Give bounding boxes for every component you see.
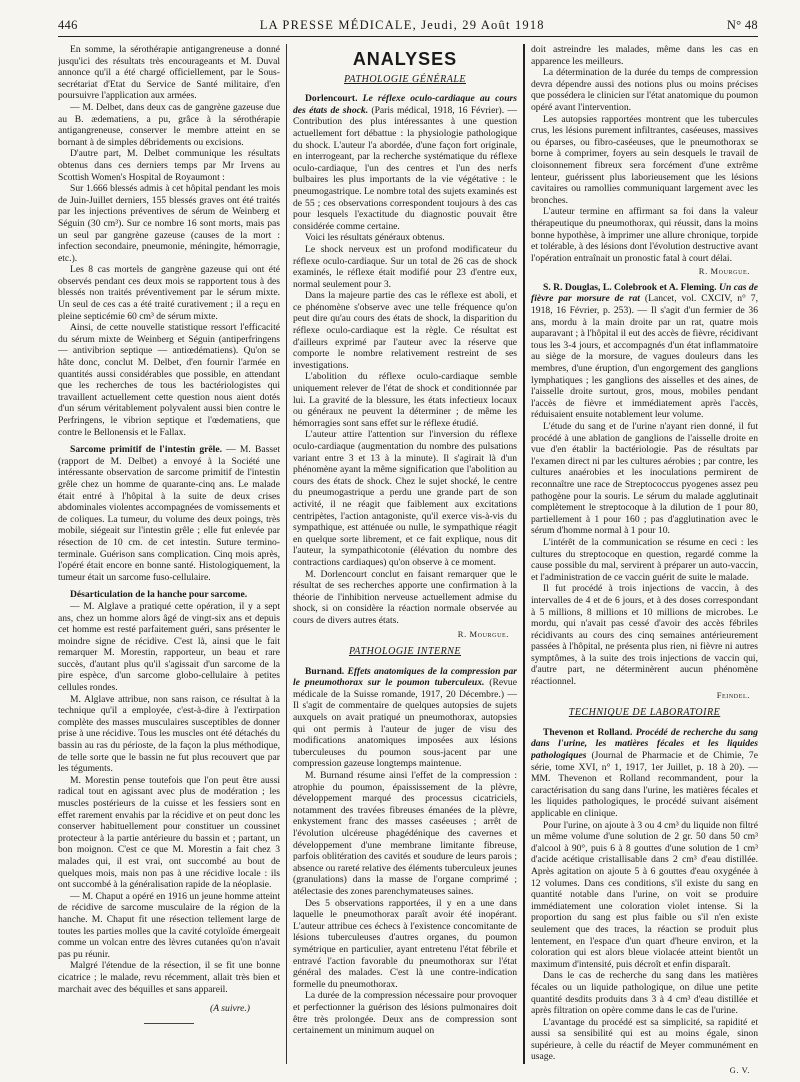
column-left <box>58 44 280 1074</box>
article-heading <box>531 727 758 820</box>
paragraph: M. Burnand résume ainsi l'effet de la compression : atrophie du poumon, épaississement de la plèvre, développement marqué des processus cicatriciels, notamment des travées fibreuses émanées de la plèvre, enkystement franc des masses caséeuses ; arrêt de l'évolution ulcéreuse phagédénique des cavernes et développement d'une membrane limitante fibreuse, parfois oblitération des cavités et soudure de leurs parois ; absence ou rareté relative des éléments tuberculeux jeunes (granulations) dans la masse de l'organe comprimé ; atélectasie des zones parenchymateuses saines. <box>293 770 517 897</box>
a-suivre: (A suivre.) <box>210 1003 250 1015</box>
page-header <box>58 14 758 37</box>
paragraph: Le shock nerveux est un profond modificateur du réflexe oculo-cardiaque. Sur un total de 26 cas de shock examinés, le réflexe était modifié pour 23 d'entre eux, normal seulement pour 3. <box>293 243 517 290</box>
paragraph: L'abolition du réflexe oculo-cardiaque semble uniquement relever de l'état de shock et conditionnée par lui. La gravité de la blessure, les états infectieux locaux ou généraux ne peuvent la déterminer ; de même les hémorragies sont sans effet sur le réflexe étudié. <box>293 371 517 429</box>
signature: R. Mourgue. <box>457 628 509 639</box>
paragraph: Les 8 cas mortels de gangrène gazeuse qui ont été observés pendant ces deux mois se rapportent tous à des blessés non traités préventivement par le sérum mixte. Un seul de ces cas a été traité curativement ; il a reçu en pleine septicémie 60 cm³ de sérum mixte. <box>58 264 280 322</box>
paragraph: L'intérêt de la communication se résume en ceci : les cultures du streptocoque en question, regardé comme la cause possible du mal, servirent à préparer un auto-vaccin, et l'administration de ce vaccin guérit de suite le malade. <box>531 536 758 583</box>
paragraph: En somme, la sérothérapie antigangreneuse a donné jusqu'ici des résultats très encourageants et M. Duval annonce qu'il a été chargé officiellement, par le Sous-secrétariat d'Etat du Service de Santé militaire, d'en poursuivre l'application aux armées. <box>58 44 280 102</box>
paragraph: D'autre part, M. Delbet communique les résultats obtenus dans ces derniers temps par Mr Irvens au Scottish Women's Hospital de Royaumont : <box>58 148 280 183</box>
paragraph: L'auteur termine en affirmant sa foi dans la valeur thérapeutique du pneumothorax, qui réussit, dans la moins bonne hypothèse, à imprimer une allure chronique, torpide et tolérable, à des lésions dont l'évolution destructive avant l'opération entraînait un pronostic fatal à court délai. <box>531 206 758 264</box>
section-heading-analyses: ANALYSES <box>352 49 458 69</box>
page-number: 446 <box>58 18 78 32</box>
paragraph: Sur 1.666 blessés admis à cet hôpital pendant les mois de Juin-Juillet derniers, 155 blessés graves ont été traités par les injections préventives de sérum de Weinberg et Séguin (30 cm³). Sur ce nombre 16 sont morts, mais pas un seul par gangrène gazeuse (causes de la mort : infection secondaire, pneumonie, méningite, hémorragie, etc.). <box>58 183 280 264</box>
article-heading <box>293 666 517 770</box>
paragraph: Des 5 observations rapportées, il y en a une dans laquelle le pneumothorax paraît avoir été inopérant. L'auteur attribue ces échecs à l'existence concomitante de lésions tuberculeuses d'autres organes, du poumon symétrique en particulier, ayant entretenu l'état fébrile et entravé l'action favorable du pneumothorax sur l'état général des malades. C'est là une contre-indication formelle du pneumothorax. <box>293 897 517 990</box>
column-rule-right <box>523 44 525 1064</box>
paragraph: (Paris médical, 1918, 16 Février). — Contribution des plus intéressantes à une question actuellement fort débattue : la physiologie pathologique du shock. L'auteur l'a abordée, d'une façon fort originale, en interrogeant, par la recherche systématique du réflexe oculo-cardiaque, l'un des centres et l'un des nerfs bulbaires les plus importants de la vie végétative : le pneumogastrique. Le nombre total des sujets examinés est de 55 ; ces observations correspondent toujours à des cas pour lesquels l'exactitude du diagnostic pouvait être considérée comme certaine. <box>293 104 517 232</box>
signature: G. V. <box>729 1065 750 1074</box>
article-title: Procédé de recherche du sang dans l'urine, les matières fécales et les liquides pathologiques <box>531 726 758 762</box>
rubric-pathologie-interne: PATHOLOGIE INTERNE <box>348 646 462 658</box>
section-title: Désarticulation de la hanche pour sarcome. <box>70 589 248 601</box>
paragraph: L'auteur attire l'attention sur l'inversion du réflexe oculo-cardiaque (augmentation du nombre des pulsations variant entre 3 et 13 à la minute). Il s'agirait là d'un phénomène ayant la même signification que l'abolition au cours des états de shock. Chez le sujet shocké, le centre du pneumogastrique a perdu une grande part de son activité, il ne réagit que faiblement aux excitations centripètes, l'action antagoniste, qu'il exerce vis-à-vis du sympathique, est atténuée ou nulle, le sympathique réagit en quelque sorte librement, et ce fait explique, nous dit l'auteur, la sympathicotonie (élévation du nombre des contractions cardiaques) qu'on observe à ce moment. <box>293 429 517 568</box>
paragraph: Pour l'urine, on ajoute à 3 ou 4 cm³ du liquide non filtré un même volume d'une solution de 2 gr. 50 dans 50 cm³ d'alcool à 90°, puis 6 à 8 gouttes d'une solution de 1 cm³ d'acide acétique cristallisable dans 2 cm³ d'eau distillée. Après agitation on ajoute 5 à 6 gouttes d'eau oxygénée à 12 volumes. Dans ces conditions, s'il existe du sang en quantité notable dans l'urine, on voit se produire immédiatement une coloration violet intense. Si la proportion du sang est plus faible ou s'il n'en existe seulement que des traces, la réaction se produit plus lentement, en l'espace d'un quart d'heure environ, et la coloration qui est alors bleue violacée atteint bientôt un maximum d'intensité, puis décroît et enfin disparaît. <box>531 819 758 970</box>
paragraph: Voici les résultats généraux obtenus. <box>305 232 445 244</box>
section-desarticulation-title <box>58 589 280 601</box>
issue-number: N° 48 <box>726 18 758 32</box>
paragraph: doit astreindre les malades, même dans les cas en apparence les meilleurs. <box>531 44 758 67</box>
paragraph: M. Dorlencourt conclut en faisant remarquer que le résultat de ses recherches apporte une confirmation à la théorie de l'inhibition nerveuse actuellement admise du shock, si on considère la réaction normale observée au cours de divers autres états. <box>293 568 517 626</box>
article-heading <box>531 282 758 421</box>
article-author: S. R. Douglas, L. Colebrook et A. Fleming. <box>543 281 717 293</box>
paragraph: M. Alglave attribue, non sans raison, ce résultat à la technique qu'il a employée, c'est-à-dire à l'extirpation complète des masses musculaires susceptibles de donner prise à une récidive. Tous les muscles ont été détachés du bassin au ras du périoste, de la façon la plus méthodique, de telle sorte que le bassin ne fut plus recouvert que par les téguments. <box>58 693 280 775</box>
col1-intro <box>58 44 280 438</box>
signature: Feindel. <box>716 689 750 700</box>
section-title: Sarcome primitif de l'intestin grêle. <box>70 444 222 456</box>
paragraph: (Revue médicale de la Suisse romande, 1917, 20 Décembre.) — Il s'agit de commentaire de quelques autopsies de sujets auxquels on avait pratiqué un pneumothorax, autopsies qui ont permis à l'auteur de juger de visu des modifications anatomiques imposées aux lésions tuberculeuses du poumon sous-jacent par une compression gazeuse longtemps maintenue. <box>293 677 517 770</box>
article-author: Thevenon et Rolland. <box>543 726 633 738</box>
article-heading <box>293 93 517 232</box>
signature: R. Mourgue. <box>698 266 750 277</box>
article-author: Burnand. <box>305 665 345 677</box>
paragraph: — M. Alglave a pratiqué cette opération, il y a sept ans, chez un homme alors âgé de vingt-six ans et depuis cet homme est resté parfaitement guéri, sans présenter le moindre signe de récidive. C'est là, ainsi que le fait remarquer M. Morestin, rapporteur, un beau et rare succès, d'autant plus qu'il s'agissait d'un sarcome de la pire espèce, d'un sarcome globo-cellulaire à petites cellules rondes. <box>58 600 280 694</box>
paragraph: — M. Delbet, dans deux cas de gangrène gazeuse due au B. ædematiens, a pu, grâce à la sérothérapie antigangreneuse, conserver le membre atteint en se bornant à de simples débridements ou excisions. <box>58 101 280 148</box>
paragraph: (Lancet, vol. CXCIV, n° 7, 1918, 16 Février, p. 253). — Il s'agit d'un fermier de 36 ans, mordu à la main droite par un rat, quatre mois auparavant ; à l'hôpital il eut des accès de fièvre, récidivant tous les 3-4 jours, et accompagnés d'un état inflammatoire au siège de la morsure, de vagues douleurs dans les membres, d'une éruption, d'un engorgement des ganglions lymphatiques ; les ganglions des aisselles et des aines, de l'aisselle droite surtout, gros, mous, mobiles pendant l'accès de fièvre et immédiatement après l'accès, réduisaient ensuite notablement leur volume. <box>531 293 758 421</box>
paragraph: La détermination de la durée du temps de compression devra dépendre aussi des notions plus ou moins précises que possédera le clinicien sur l'état anatomique du poumon opéré avant l'intervention. <box>531 67 758 113</box>
article-title: Effets anatomiques de la compression par le pneumothorax sur le poumon tuberculeux. <box>293 665 517 689</box>
rubric-pathologie-generale: PATHOLOGIE GÉNÉRALE <box>344 73 466 85</box>
paragraph: Malgré l'étendue de la résection, il se fit une bonne cicatrice ; le malade, revu récemment, allait très bien et marchait avec des béquilles et sans appareil. <box>58 960 280 995</box>
section-sarcome-intestin <box>58 444 280 583</box>
article-title: Le réflexe oculo-cardiaque au cours des états de shock. <box>293 93 517 116</box>
paragraph: La durée de la compression nécessaire pour provoquer et perfectionner la guérison des lésions pulmonaires doit être très prolongée. Deux ans de compression sont certainement un minimum auquel on <box>293 990 517 1037</box>
section-text: — M. Basset (rapport de M. Delbet) a envoyé à la Société une intéressante observation de sarcome primitif de l'intestin grêle chez un homme de quarante-cinq ans. Le malade était entré à l'hôpital à la suite de deux crises abdominales violentes accompagnées de vomissements et de coliques. La tumeur, du volume des deux poings, très mobile, siégeait sur l'intestin grêle ; elle fut enlevée par résection de 10 cm. de cet intestin. Suture termino-terminale. Guérison sans complication. Cinq mois après, l'opéré était encore en bonne santé. Histologiquement, la tumeur était un sarcome fuso-cellulaire. <box>58 444 280 583</box>
paragraph: Il fut procédé à trois injections de vaccin, à des intervalles de 4 et de 6 jours, et à des doses correspondant à 5 millions, 8 millions et 10 millions de microbes. Le mordu, qui n'avait pas cessé d'avoir des accès fébriles récidivants au cours des cinq semaines antérieurement passées à l'hôpital, ne présenta plus rien, ni fièvre ni autres symptômes, à la suite des trois injections de vaccin qui, d'autre part, ne déterminèrent aucun phénomène réactionnel. <box>531 583 758 688</box>
paragraph: L'avantage du procédé est sa simplicité, sa rapidité et aussi sa sensibilité qui est au moins égale, sinon supérieure, à celle du réactif de Meyer communément en usage. <box>531 1016 758 1063</box>
paragraph: Les autopsies rapportées montrent que les tubercules crus, les lésions purement infiltrantes, caséeuses, massives ou éparses, ou fibro-caséeuses, que le pneumothorax se borne à comprimer, foyers au sein desquels le travail de cloisonnement fibreux sera forcément d'une extrême lenteur, guérissent plus laborieusement que les lésions cavitaires ou ramollies communiquant largement avec les bronches. <box>531 113 758 206</box>
column-right <box>531 44 758 1074</box>
paragraph: — M. Chaput a opéré en 1916 un jeune homme atteint de récidive de sarcome musculaire de la région de la hanche. M. Chaput fit une résection tellement large de toutes les parties molles que la cavité cotyloïde émergeait comme un volcan entre des lèvres cutanées qu'on n'avait pas pu réunir. <box>58 890 280 960</box>
column-rule-left <box>286 44 287 1064</box>
rubric-technique-laboratoire: TECHNIQUE DE LABORATOIRE <box>568 707 721 719</box>
paragraph: Dans la majeure partie des cas le réflexe est aboli, et ce phénomène s'observe avec une telle fréquence qu'on peut dire qu'au cours des états de shock, la disparition du réflexe oculo-cardiaque est la règle. Ce résultat est d'ailleurs exprimé par l'auteur avec la réserve que comporte le nombre relativement restreint de ses investigations. <box>293 290 517 371</box>
paragraph: (Journal de Pharmacie et de Chimie, 7e série, tome XVI, n° 1, 1917, 1er Juillet, p. 18 à 20). — MM. Thevenon et Rolland recommandent, pour la caractérisation du sang dans l'urine, les matières fécales et les liquides pathologiques, le procédé suivant aisément applicable en clinique. <box>531 750 758 819</box>
column-middle <box>293 44 517 1074</box>
paragraph: M. Morestin pense toutefois que l'on peut être aussi radical tout en agissant avec plus de modération ; les muscles postérieurs de la cuisse et les fessiers sont en effet rarement envahis par la récidive et on peut donc les conserver habituellement pour constituer un coussinet protecteur à la partie antérieure du bassin et ; partant, un bon moignon. C'est ce que M. Morestin a fait chez 3 malades qui, il est vrai, ont succombé au bout de quelques mois, mais non pas à une récidive locale : ils ont succombé à la généralisation rapide de la néoplasie. <box>58 774 280 891</box>
article-title: Un cas de fièvre par morsure de rat <box>531 281 758 305</box>
paragraph: Dans le cas de recherche du sang dans les matières fécales ou un liquide pathologique, on dilue une petite quantité desdits produits dans 3 à 4 cm³ d'eau distillée et après filtration on opère comme dans le cas de l'urine. <box>531 970 758 1017</box>
paragraph: Ainsi, de cette nouvelle statistique ressort l'efficacité du sérum mixte de Weinberg et Séguin (antiperfringens — antivibrion septique — antiœdématiens). Qu'on se hâte donc, conclut M. Delbet, d'en fournir l'armée en quantités aussi considérables que possible, en attendant que les recherches de tous les bactériologistes qui travaillent actuellement cette question nous aient dotés d'un sérum véritablement polyvalent aussi bien contre le Perfringens, le vibrion septique et l'œdematiens, que contre le Bellonensis et le Fallax. <box>58 322 280 438</box>
article-author: Dorlencourt. <box>305 93 358 105</box>
paragraph: L'étude du sang et de l'urine n'ayant rien donné, il fut procédé à une ablation de ganglions de l'aisselle droite en vue d'en établir la bactériologie. Pas de résultats par l'examen direct ni par les cultures aérobies ; par contre, les cultures anaérobies et les inoculations permirent de reconnaître une race de Streptococcus pyogenes assez peu pathogène pour la souris. Le sérum du malade agglutinait complètement le streptocoque à la dilution de 1 pour 80, partiellement à 1 pour 160 ; pas d'agglutination avec le sérum d'homme normal à 1 pour 10. <box>531 421 758 537</box>
separator <box>144 1023 194 1024</box>
publication-title: LA PRESSE MÉDICALE, Jeudi, 29 Août 1918 <box>259 18 545 32</box>
